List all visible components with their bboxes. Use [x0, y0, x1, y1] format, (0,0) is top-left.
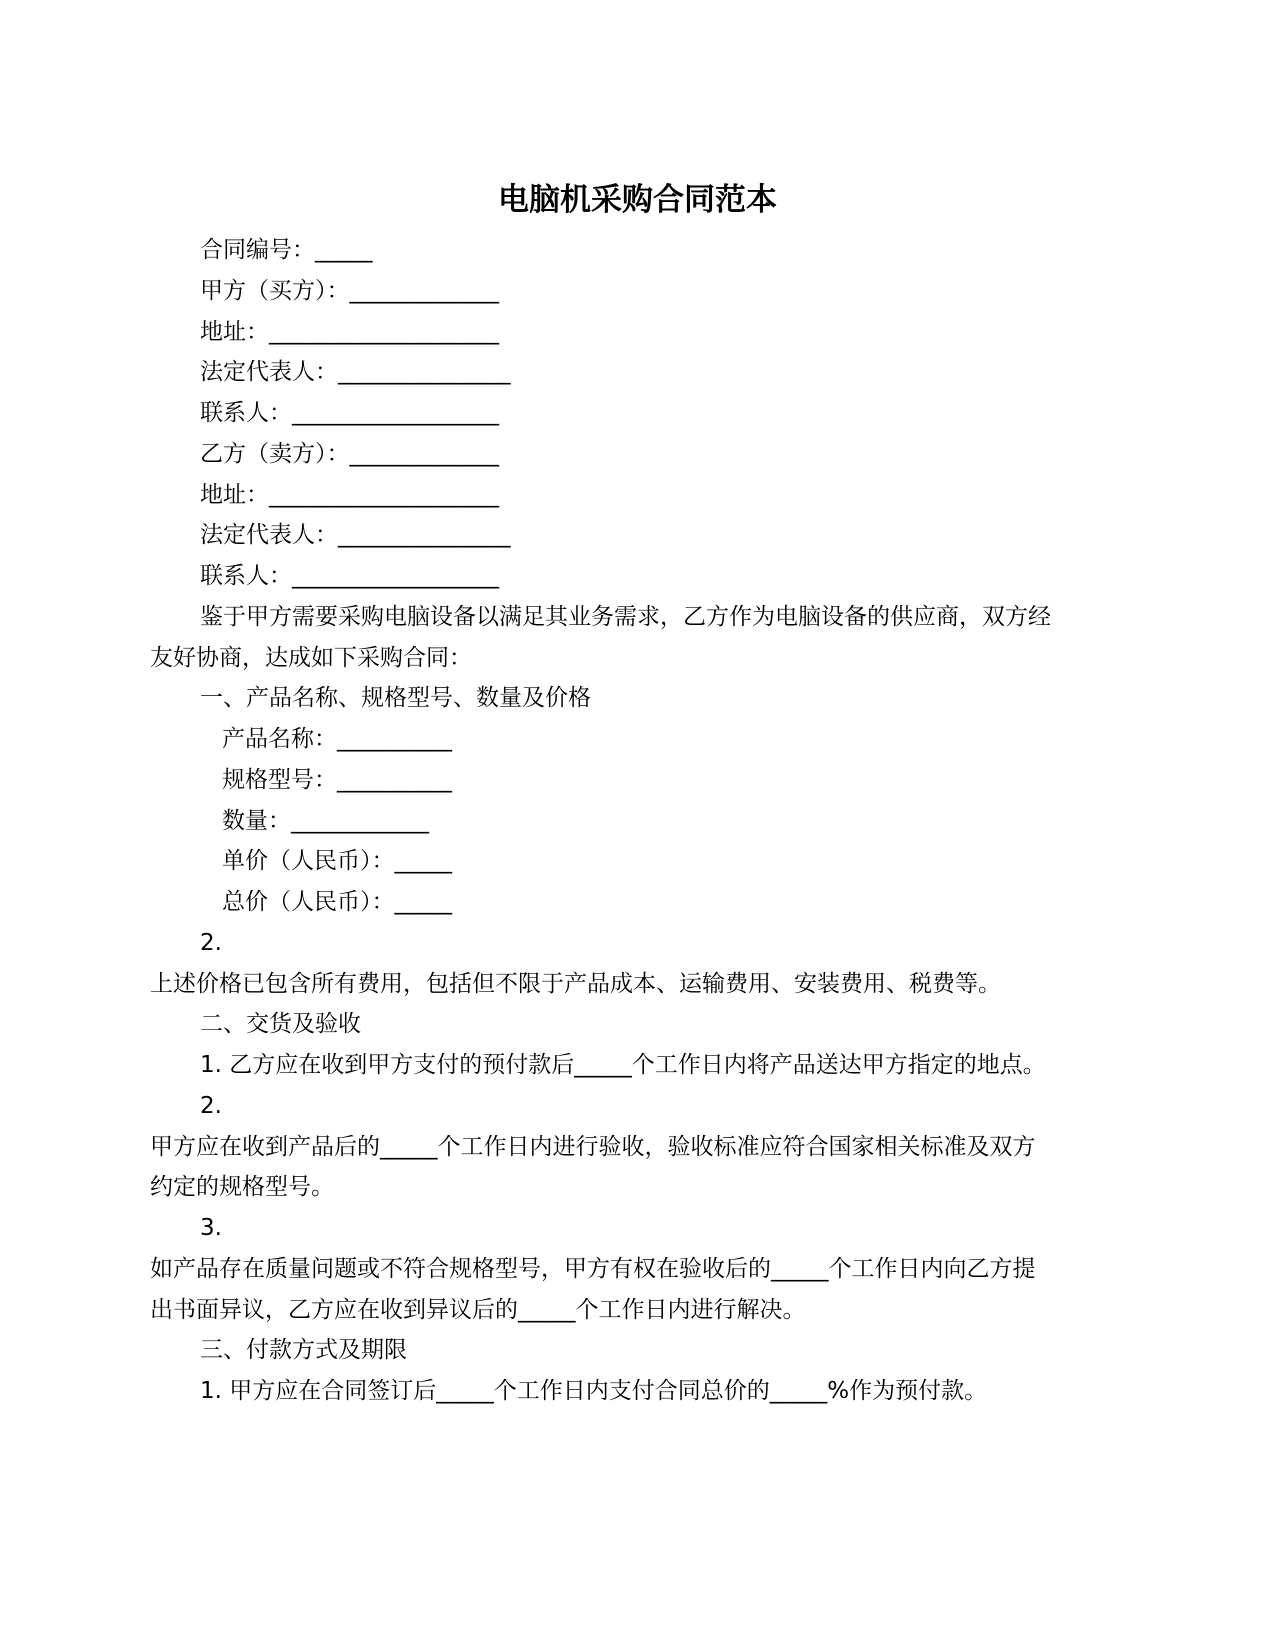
clause-number: 2. [200, 1093, 222, 1119]
objection-clause-line-1: 如产品存在质量问题或不符合规格型号，甲方有权在验收后的_____个工作日内向乙方提 [150, 1256, 1036, 1282]
unit-price-line: 单价（人民币）：_____ [222, 848, 452, 874]
inspection-clause-line-1: 甲方应在收到产品后的_____个工作日内进行验收，验收标准应符合国家相关标准及双方 [150, 1134, 1036, 1160]
party-b-representative-line: 法定代表人：_______________ [200, 522, 511, 548]
payment-clause-1: 1. 甲方应在合同签订后_____个工作日内支付合同总价的_____%作为预付款。 [200, 1378, 988, 1404]
party-b-address-line: 地址：____________________ [200, 482, 499, 508]
document-title: 电脑机采购合同范本 [498, 182, 777, 218]
objection-clause-line-2: 出书面异议，乙方应在收到异议后的_____个工作日内进行解决。 [150, 1297, 806, 1323]
party-b-contact-line: 联系人：__________________ [200, 563, 499, 589]
product-quantity-line: 数量：____________ [222, 808, 429, 834]
clause-number: 2. [200, 930, 222, 956]
section-2-heading: 二、交货及验收 [200, 1011, 361, 1037]
party-a-contact-line: 联系人：__________________ [200, 400, 499, 426]
party-a-address-line: 地址：____________________ [200, 319, 499, 345]
product-model-line: 规格型号：__________ [222, 767, 452, 793]
inspection-clause-line-2: 约定的规格型号。 [150, 1174, 334, 1200]
product-name-line: 产品名称：__________ [222, 726, 452, 752]
preamble-line-2: 友好协商，达成如下采购合同： [150, 645, 472, 671]
section-3-heading: 三、付款方式及期限 [200, 1337, 407, 1363]
delivery-clause-1: 1. 乙方应在收到甲方支付的预付款后_____个工作日内将产品送达甲方指定的地点。 [200, 1052, 1046, 1078]
party-a-line: 甲方（买方）：_____________ [200, 278, 499, 304]
section-1-heading: 一、产品名称、规格型号、数量及价格 [200, 685, 591, 711]
preamble-line-1: 鉴于甲方需要采购电脑设备以满足其业务需求，乙方作为电脑设备的供应商，双方经 [200, 604, 1051, 630]
clause-number: 3. [200, 1215, 222, 1241]
price-inclusion-line: 上述价格已包含所有费用，包括但不限于产品成本、运输费用、安装费用、税费等。 [150, 971, 1001, 997]
party-a-representative-line: 法定代表人：_______________ [200, 359, 511, 385]
total-price-line: 总价（人民币）：_____ [222, 889, 452, 915]
contract-number-line: 合同编号：_____ [200, 237, 373, 263]
party-b-line: 乙方（卖方）：_____________ [200, 441, 499, 467]
